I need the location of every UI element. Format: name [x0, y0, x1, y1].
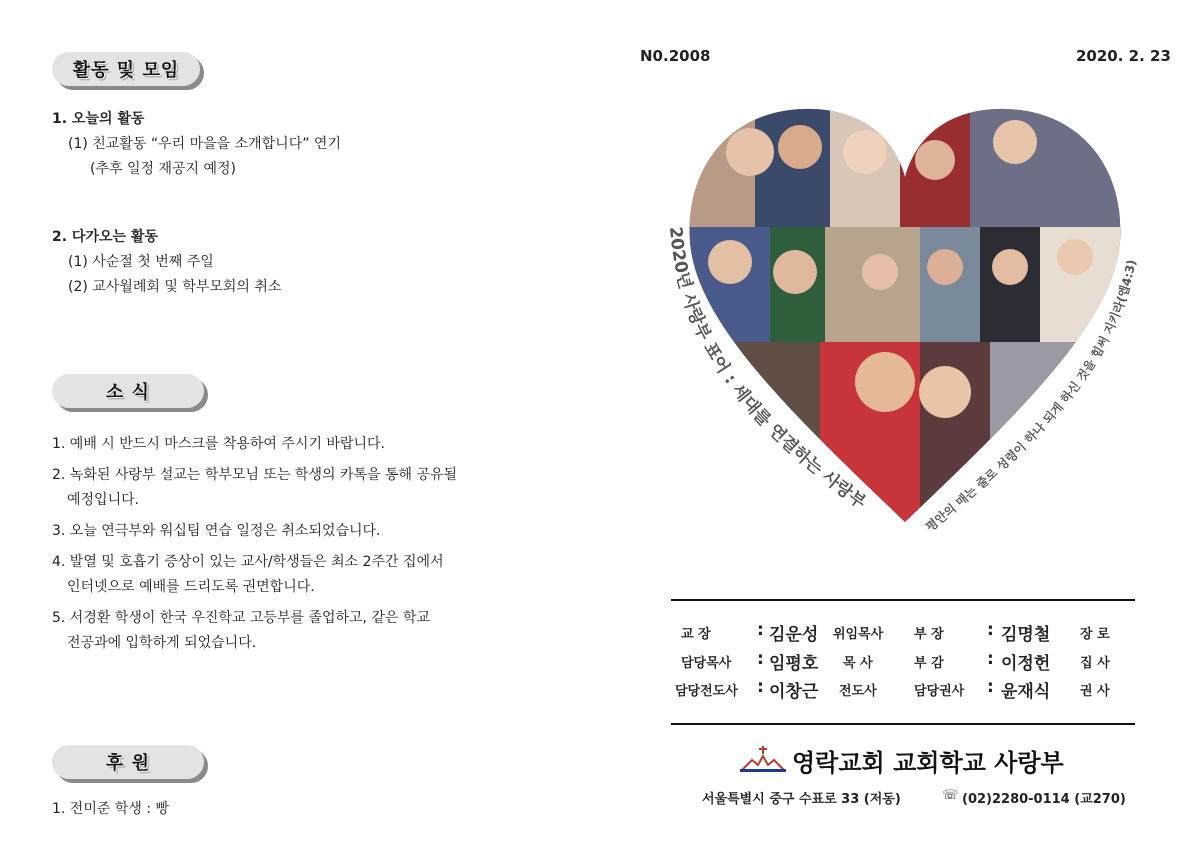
issue-number: N0.2008 [640, 47, 711, 65]
heart-graphic [640, 82, 1160, 587]
staff-colon: : [757, 677, 764, 697]
issue-date: 2020. 2. 23 [1076, 47, 1171, 65]
divider [671, 599, 1135, 601]
upcoming-item: (2) 교사월례회 및 학부모회의 취소 [68, 279, 282, 295]
staff-role: 부 감 [914, 656, 944, 671]
phone-icon: ☏ [942, 788, 959, 803]
staff-colon: : [757, 620, 764, 640]
activities-title: 활동 및 모임 [52, 52, 200, 86]
staff-colon: : [987, 620, 994, 640]
news-item: 인터넷으로 예배를 드리도록 권면합니다. [67, 579, 315, 595]
staff-colon: : [987, 649, 994, 669]
staff-name: 윤재식 [1001, 682, 1051, 702]
staff-row [671, 620, 1135, 644]
staff-title: 목 사 [843, 656, 873, 671]
support-title: 후 원 [52, 745, 204, 779]
today-item: (추후 일정 재공지 예정) [90, 161, 236, 177]
upcoming-item: (1) 사순절 첫 번째 주일 [68, 254, 214, 270]
divider [671, 723, 1135, 725]
news-item: 2. 녹화된 사랑부 설교는 학부모님 또는 학생의 카톡을 통해 공유될 [52, 467, 458, 483]
news-item: 4. 발열 및 호흡기 증상이 있는 교사/학생들은 최소 2주간 집에서 [52, 554, 444, 570]
news-item: 전공과에 입학하게 되었습니다. [67, 635, 257, 651]
church-phone: (02)2280-0114 (교270) [962, 792, 1126, 807]
staff-title: 장 로 [1080, 627, 1110, 642]
staff-name: 임평호 [769, 654, 819, 674]
staff-role: 담당전도사 [675, 684, 738, 699]
news-item: 1. 예배 시 반드시 마스크를 착용하여 주시기 바랍니다. [52, 436, 385, 452]
church-logo-icon [738, 744, 788, 774]
staff-table [671, 620, 1135, 700]
heart-motto-left: 2020년 사랑부 표어 : 세대를 연결하는 사랑부 [664, 225, 870, 513]
news-item: 5. 서경환 학생이 한국 우진학교 고등부를 졸업하고, 같은 학교 [52, 610, 430, 626]
staff-title: 위임목사 [833, 627, 884, 642]
news-item: 예정입니다. [67, 492, 140, 508]
heart-motto-right: 평안의 매는 줄로 성령이 하나 되게 하신 것을 힘써 지키라(엡4:3) [923, 258, 1139, 535]
staff-name: 이정헌 [1001, 654, 1051, 674]
support-item: 1. 전미준 학생 : 빵 [52, 801, 170, 817]
staff-name: 김명철 [1001, 625, 1051, 645]
staff-row [671, 649, 1135, 673]
staff-role: 담당목사 [681, 656, 732, 671]
staff-title: 전도사 [839, 684, 877, 699]
news-item: 3. 오늘 연극부와 워십팀 연습 일정은 취소되었습니다. [52, 523, 381, 539]
staff-role: 부 장 [914, 627, 944, 642]
staff-row [671, 677, 1135, 701]
church-address: 서울특별시 중구 수표로 33 (저동) [702, 792, 901, 807]
staff-role: 담당권사 [914, 684, 965, 699]
upcoming-heading: 2. 다가오는 활동 [52, 229, 158, 245]
heart-photo-collage [640, 82, 1160, 587]
today-heading: 1. 오늘의 활동 [52, 111, 145, 127]
today-item: (1) 친교활동 “우리 마을을 소개합니다” 연기 [68, 136, 341, 152]
news-title: 소 식 [52, 374, 204, 408]
staff-name: 이창근 [769, 682, 819, 702]
church-name: 영락교회 교회학교 사랑부 [792, 749, 1064, 777]
staff-colon: : [987, 677, 994, 697]
staff-title: 집 사 [1080, 656, 1110, 671]
staff-title: 권 사 [1080, 684, 1110, 699]
staff-role: 교 장 [681, 627, 711, 642]
staff-name: 김운성 [769, 625, 819, 645]
staff-colon: : [757, 649, 764, 669]
